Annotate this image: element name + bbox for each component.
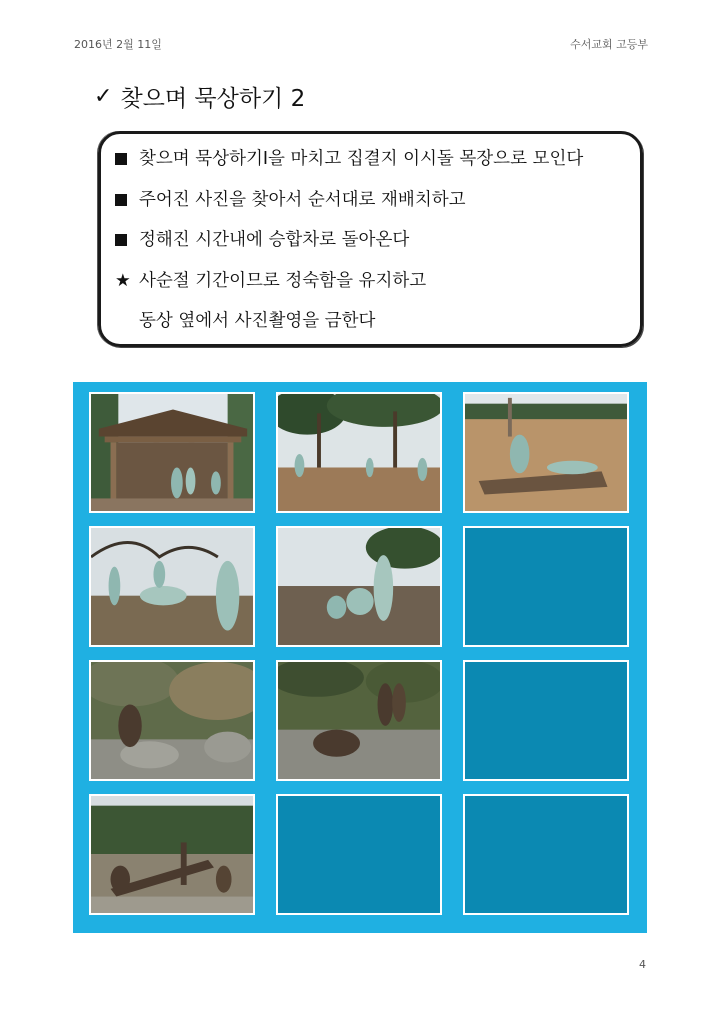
instruction-item xyxy=(115,306,630,347)
page-number: 4 xyxy=(639,958,646,971)
instruction-item xyxy=(115,266,630,307)
section-title-text: 찾으며 묵상하기 2 xyxy=(120,86,306,112)
check-icon: ✓ xyxy=(94,84,113,109)
empty-slot xyxy=(463,794,629,915)
square-bullet-icon xyxy=(115,225,139,266)
instructions-box xyxy=(98,131,643,347)
square-bullet-icon xyxy=(115,144,139,185)
photo-kneeling-statues xyxy=(276,526,442,647)
header-date: 2016년 2월 11일 xyxy=(74,38,162,51)
instruction-item xyxy=(115,144,630,185)
instruction-text: 찾으며 묵상하기I을 마치고 집결지 이시돌 목장으로 모인다 xyxy=(139,149,584,169)
section-title xyxy=(94,80,305,113)
instruction-text: 사순절 기간이므로 정숙함을 유지하고 xyxy=(139,270,427,291)
header-organization: 수서교회 고등부 xyxy=(570,38,648,51)
instruction-text: 동상 옆에서 사진촬영을 금한다 xyxy=(139,311,376,331)
instruction-text: 정해진 시간내에 승합차로 돌아온다 xyxy=(139,230,410,250)
instruction-text: 주어진 사진을 찾아서 순서대로 재배치하고 xyxy=(139,189,466,210)
photo-donkey-statue xyxy=(89,526,255,647)
star-bullet-icon: ★ xyxy=(115,270,131,291)
instruction-item xyxy=(115,225,630,266)
photo-grid xyxy=(73,382,647,933)
photo-fallen-figure xyxy=(463,392,629,513)
square-bullet-icon xyxy=(115,185,139,226)
photo-pine-statues xyxy=(276,392,442,513)
photo-cross-bronze-statue xyxy=(89,794,255,915)
instruction-item xyxy=(115,185,630,226)
empty-slot xyxy=(463,660,629,781)
empty-slot xyxy=(276,794,442,915)
photo-shrine-statues xyxy=(89,392,255,513)
photo-falling-bronze-statue xyxy=(276,660,442,781)
empty-slot xyxy=(463,526,629,647)
photo-rock-bronze-statue xyxy=(89,660,255,781)
